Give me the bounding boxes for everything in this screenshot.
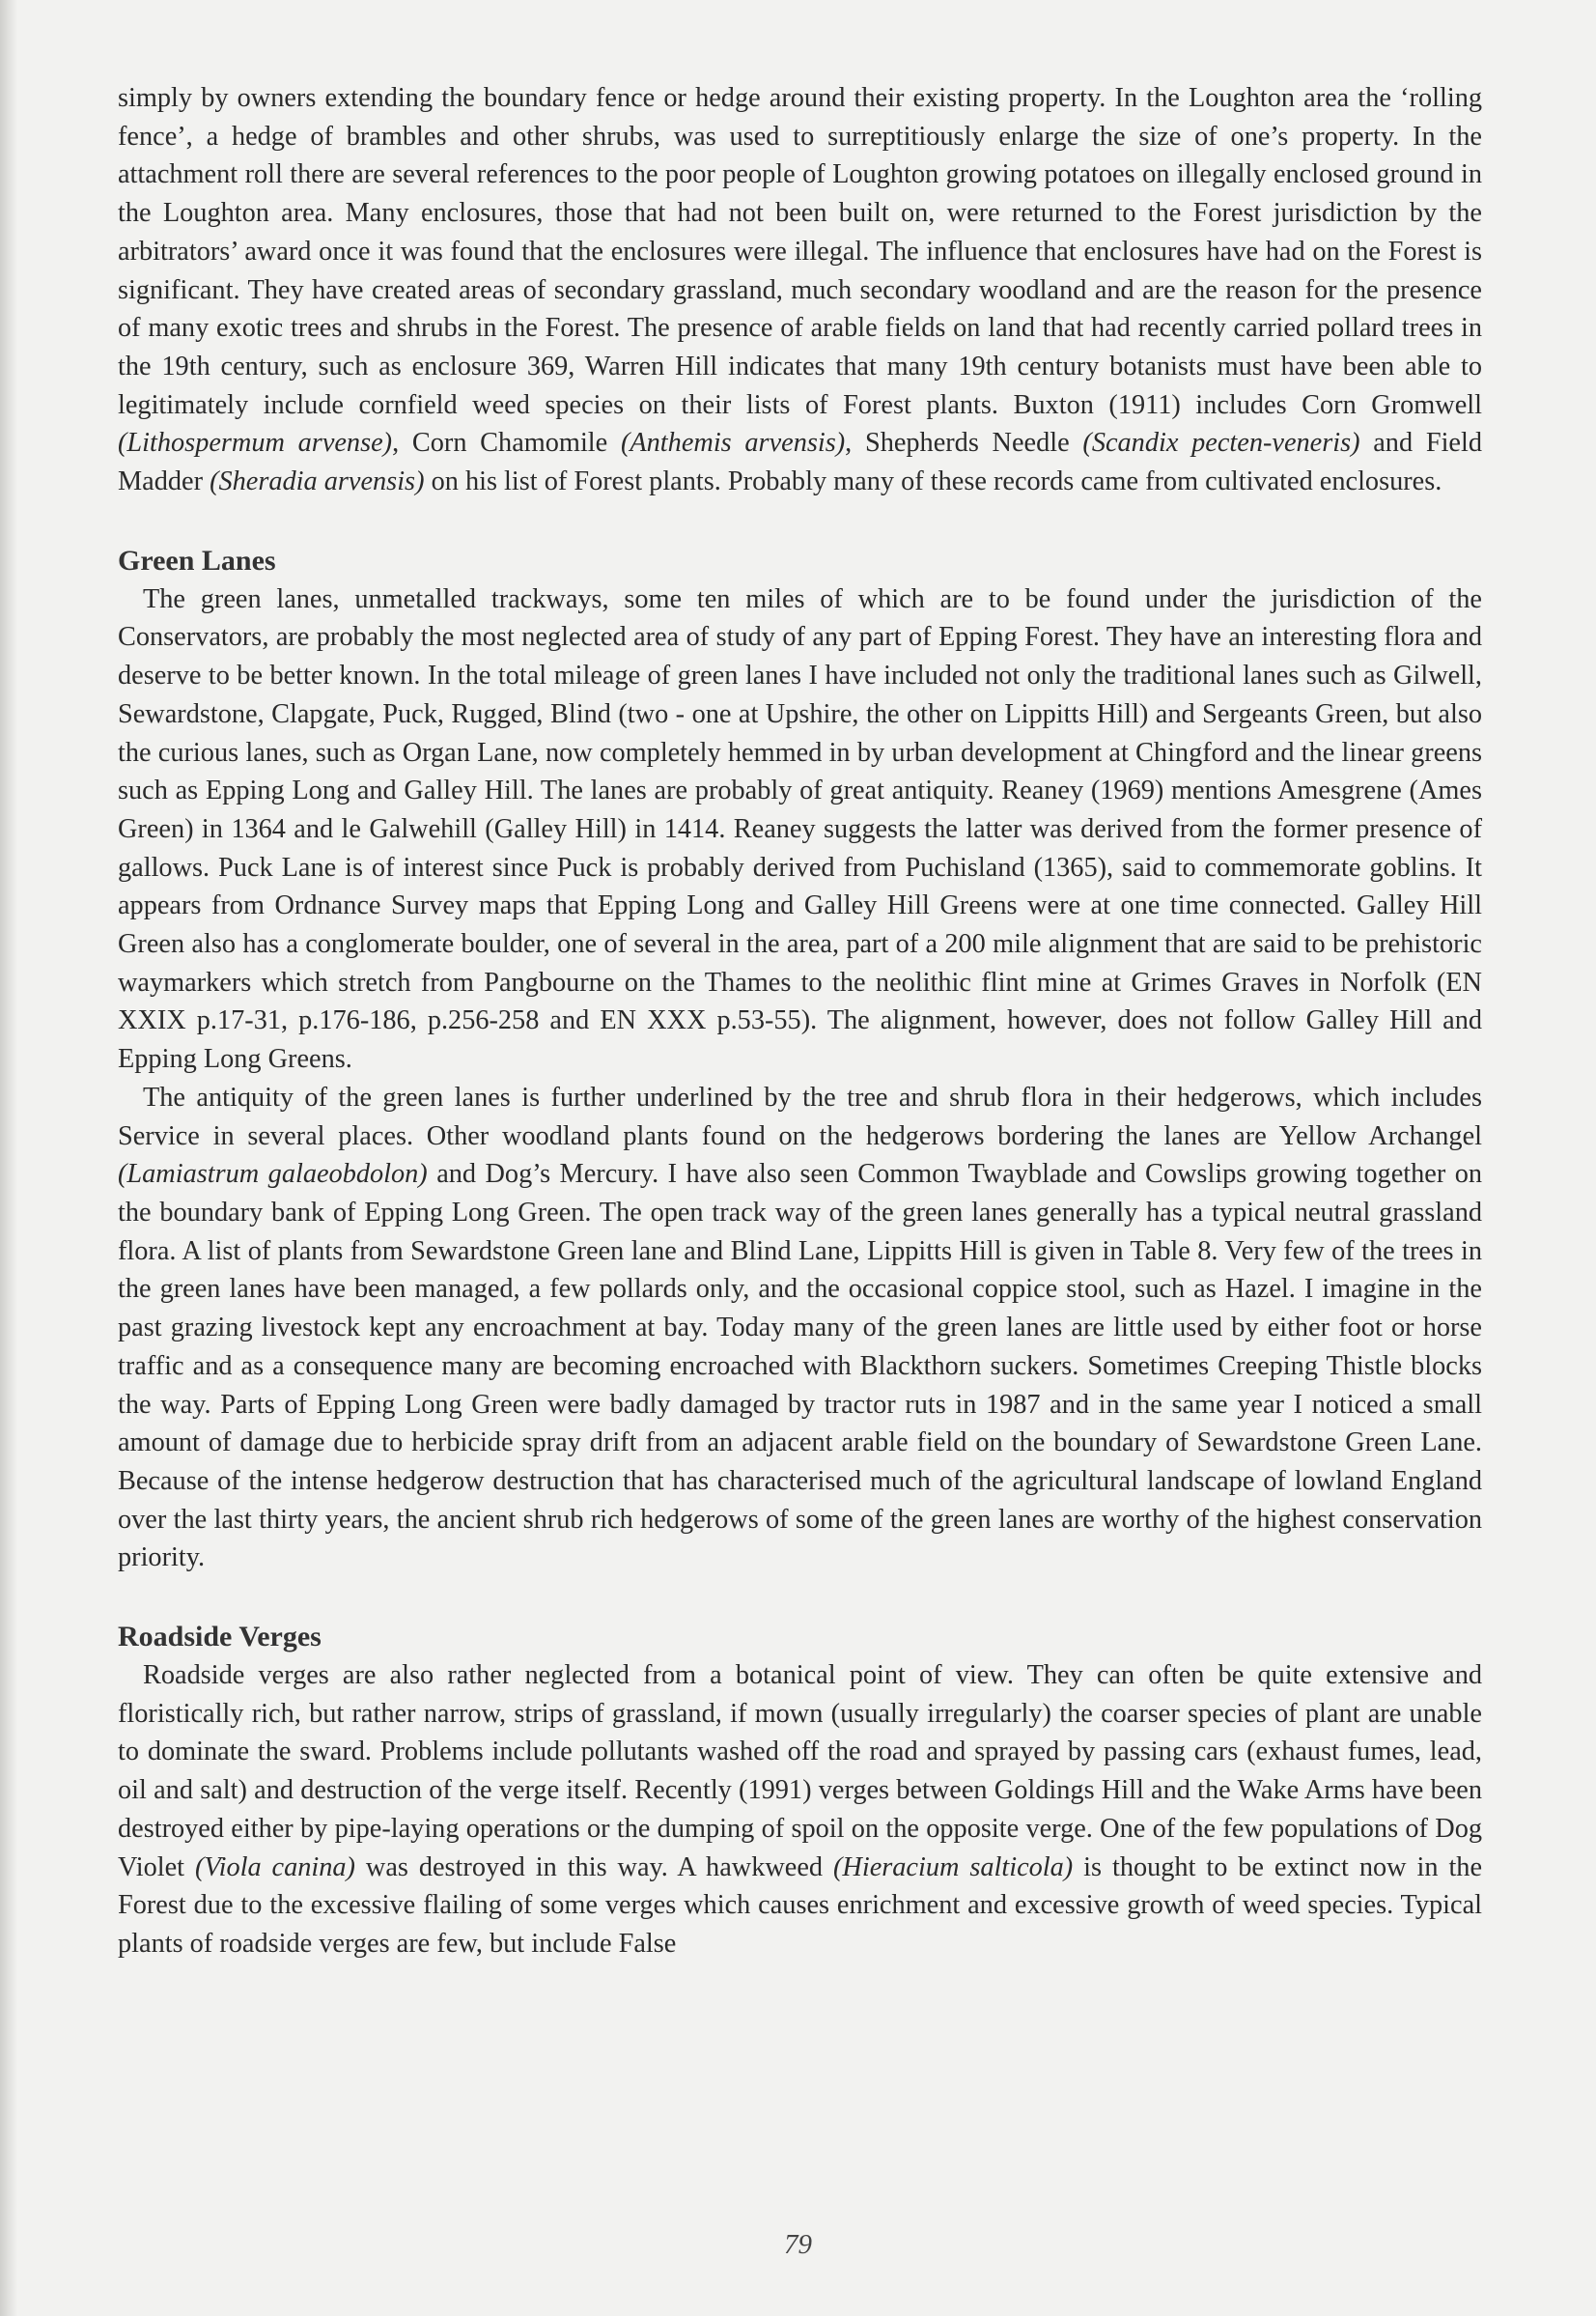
text-run: on his list of Forest plants. Probably many of these records came from cultivated enclosures. <box>424 466 1442 497</box>
species-name: (Anthemis arvensis) <box>620 428 846 459</box>
species-name: (Lithospermum arvense) <box>118 428 393 459</box>
species-name: (Scandix pecten-veneris) <box>1082 428 1360 459</box>
text-run: Roadside verges are also rather neglected from a botanical point of view. They can often be quite extensive and floristically rich, but rather narrow, strips of grassland, if mown (usually irregularly) the coarser species of plant are unable to dominate the sward. Problems include pollutants washed off the road and sprayed by passing cars (exhaust fumes, lead, oil and salt) and destruction of the verge itself. Recently (1991) verges between Goldings Hill and the Wake Arms have been destroyed either by pipe-laying operations or the dumping of spoil on the opposite verge. One of the few populations of Dog Violet <box>118 1660 1482 1882</box>
species-name: (Viola canina) <box>194 1851 355 1882</box>
text-run: , Shepherds Needle <box>845 428 1083 459</box>
paragraph-enclosures <box>118 79 1482 501</box>
text-run: is thought to be extinct now in the Forest due to the excessive flailing of some verges which causes enrichment and excessive growth of weed species. Typical plants of roadside verges are few, but include False <box>118 1851 1483 1959</box>
species-name: (Hieracium salticola) <box>832 1851 1074 1882</box>
paragraph-green-lanes-2 <box>118 1079 1482 1577</box>
section-gap <box>118 501 1482 542</box>
text-run: simply by owners extending the boundary fence or hedge around their existing property. In the Loughton area the ‘rolling fence’, a hedge of brambles and other shrubs, was used to surreptitiously enlarge the size of one’s property. In the attachment roll there are several references to the poor people of Loughton growing potatoes on illegally enclosed ground in the Loughton area. Many enclosures, those that had not been built on, were returned to the Forest jurisdiction by the arbitrators’ award once it was found that the enclosures were illegal. The influence that enclosures have had on the Forest is significant. They have created areas of secondary grassland, much secondary woodland and are the reason for the presence of many exotic trees and shrubs in the Forest. The presence of arable fields on land that had recently carried pollard trees in the 19th century, such as enclosure 369, Warren Hill indicates that many 19th century botanists must have been able to legitimately include cornfield weed species on their lists of Forest plants. Buxton (1911) includes Corn Gromwell <box>118 83 1482 420</box>
text-run: and Field Madder <box>118 428 1482 497</box>
text-run: The antiquity of the green lanes is further underlined by the tree and shrub flora in their hedgerows, which includes Service in several places. Other woodland plants found on the hedgerows bordering the lanes are Yellow Archangel <box>118 1082 1482 1151</box>
paragraph-green-lanes-1: The green lanes, unmetalled trackways, some ten miles of which are to be found under the jurisdiction of the Conservators, are probably the most neglected area of study of any part of Epping Forest. They have an interesting flora and deserve to be better known. In the total mileage of green lanes I have included not only the traditional lanes such as Gilwell, Sewardstone, Clapgate, Puck, Rugged, Blind (two - one at Upshire, the other on Lippitts Hill) and Sergeants Green, but also the curious lanes, such as Organ Lane, now completely hemmed in by urban development at Chingford and the linear greens such as Epping Long and Galley Hill. The lanes are probably of great antiquity. Reaney (1969) mentions Amesgrene (Ames Green) in 1364 and le Galwehill (Galley Hill) in 1414. Reaney suggests the latter was derived from the former presence of gallows. Puck Lane is of interest since Puck is probably derived from Puchisland (1365), said to commemorate goblins. It appears from Ordnance Survey maps that Epping Long and Galley Hill Greens were at one time connected. Galley Hill Green also has a conglomerate boulder, one of several in the area, part of a 200 mile alignment that are said to be prehistoric waymarkers which stretch from Pangbourne on the Thames to the neolithic flint mine at Grimes Graves in Norfolk (EN XXIX p.17-31, p.176-186, p.256-258 and EN XXX p.53-55). The alignment, however, does not follow Galley Hill and Epping Long Greens. <box>118 583 1482 1075</box>
heading-green-lanes: Green Lanes <box>118 544 276 577</box>
text-run: , Corn Chamomile <box>392 428 621 459</box>
species-name: (Lamiastrum galaeobdolon) <box>118 1159 428 1190</box>
section-gap <box>118 1577 1482 1618</box>
species-name: (Sheradia arvensis) <box>210 466 425 497</box>
text-run: and Dog’s Mercury. I have also seen Common Twayblade and Cowslips growing together on the boundary bank of Epping Long Green. The open track way of the green lanes generally has a typical neutral grassland flora. A list of plants from Sewardstone Green lane and Blind Lane, Lippitts Hill is given in Table 8. Very few of the trees in the green lanes have been managed, a few pollards only, and the occasional coppice stool, such as Hazel. I imagine in the past grazing livestock kept any encroachment at bay. Today many of the green lanes are little used by either foot or horse traffic and as a consequence many are becoming encroached with Blackthorn suckers. Sometimes Creeping Thistle blocks the way. Parts of Epping Long Green were badly damaged by tractor ruts in 1987 and in the same year I noticed a small amount of damage due to herbicide spray drift from an adjacent arable field on the boundary of Sewardstone Green Lane. Because of the intense hedgerow destruction that has characterised much of the agricultural landscape of lowland England over the last thirty years, the ancient shrub rich hedgerows of some of the green lanes are worthy of the highest conservation priority. <box>118 1159 1483 1573</box>
heading-roadside-verges: Roadside Verges <box>118 1621 322 1653</box>
page-number: 79 <box>784 2229 812 2260</box>
paragraph-roadside-verges <box>118 1656 1482 1963</box>
text-run: was destroyed in this way. A hawkweed <box>354 1851 833 1882</box>
